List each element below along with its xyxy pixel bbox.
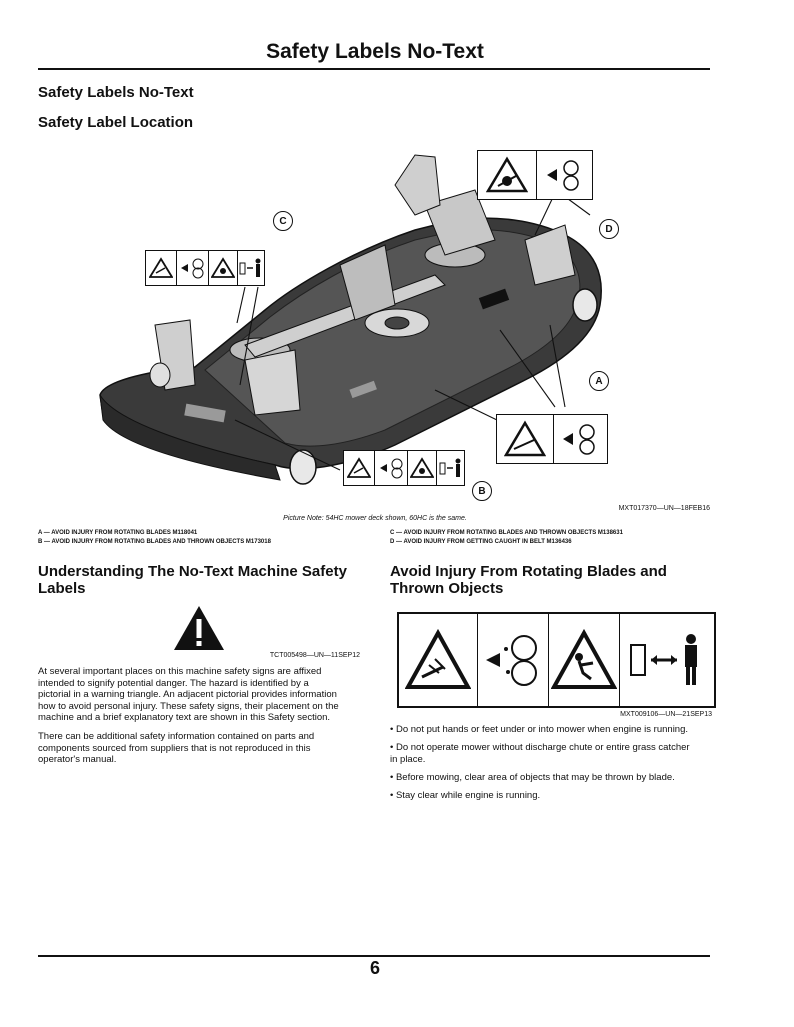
thrown-objects-icon: [375, 451, 408, 485]
left-heading: Understanding The No-Text Machine Safety Labels: [38, 563, 347, 597]
page-number: 6: [369, 958, 380, 978]
warning-triangle-icon: [399, 614, 478, 706]
warning-triangle-icon: [172, 604, 226, 652]
safety-decal-large: [397, 612, 716, 708]
belt-entanglement-icon: [478, 151, 537, 199]
left-paragraph-1: At several important places on this machine safety signs are affixed intended to signify potential danger. The hazard is identified by a pictorial in a warning triangle. An adjacent pictorial provides information how to avoid personal injury. These safety signs, their placement on the machine and a brief explanatory text are shown in this Safety section.: [38, 666, 339, 723]
thrown-objects-icon: [177, 251, 210, 285]
legend-item-c: C — AVOID INJURY FROM ROTATING BLADES AND THROWN OBJECTS M138631: [390, 530, 623, 536]
figure-code: MXT017370—UN—18FEB16: [618, 505, 710, 512]
warning-triangle-icon: [549, 614, 620, 706]
decal-b: [343, 450, 465, 486]
list-item: • Do not put hands or feet under or into mower when engine is running.: [390, 724, 689, 735]
left-image-code: TCT005498—UN—11SEP12: [269, 652, 360, 659]
list-item: • Before mowing, clear area of objects that may be thrown by blade.: [390, 772, 675, 783]
page-title: Safety Labels No-Text: [266, 40, 484, 63]
callout-a: A: [589, 371, 609, 391]
rotating-blade-icon: [537, 151, 592, 199]
figure-note: Picture Note: 54HC mower deck shown, 60HC is the same.: [283, 515, 467, 522]
title-rule: [38, 68, 710, 70]
right-image-code: MXT009106—UN—21SEP13: [620, 711, 712, 718]
legend-item-a: A — AVOID INJURY FROM ROTATING BLADES M118041: [38, 530, 198, 536]
keep-distance-icon: [620, 614, 714, 706]
legend-right: [390, 529, 720, 547]
list-item: • Do not operate mower without discharge chute or entire grass catcher: [390, 742, 690, 753]
callout-b: B: [472, 481, 492, 501]
keep-distance-icon: [238, 251, 264, 285]
list-item: • Stay clear while engine is running.: [390, 790, 541, 801]
left-paragraph-2: There can be additional safety information contained on parts and components sourced from suppliers that is not reproduced in this operator's manual.: [38, 731, 315, 765]
section-heading: Safety Labels No-Text: [38, 84, 194, 101]
footer-rule: [38, 955, 710, 957]
decal-a: [496, 414, 608, 464]
decal-c: [145, 250, 265, 286]
keep-distance-icon: [437, 451, 464, 485]
rotating-blade-icon: [554, 415, 607, 463]
warning-triangle-icon: [408, 451, 437, 485]
legend-item-b: B — AVOID INJURY FROM ROTATING BLADES AND THROWN OBJECTS M173018: [38, 539, 271, 545]
callout-c: C: [273, 211, 293, 231]
legend-left: [38, 529, 378, 547]
decal-d: [477, 150, 593, 200]
warning-triangle-icon: [344, 451, 375, 485]
warning-triangle-icon: [146, 251, 177, 285]
list-item: in place.: [390, 754, 426, 765]
legend-item-d: D — AVOID INJURY FROM GETTING CAUGHT IN BELT M136436: [390, 539, 572, 545]
thrown-objects-icon: [478, 614, 549, 706]
right-heading: Avoid Injury From Rotating Blades and Thrown Objects: [390, 563, 667, 597]
warning-triangle-icon: [209, 251, 238, 285]
section-subheading: Safety Label Location: [38, 114, 194, 131]
callout-d: D: [599, 219, 619, 239]
warning-triangle-icon: [497, 415, 554, 463]
bullet-list: [390, 724, 720, 802]
